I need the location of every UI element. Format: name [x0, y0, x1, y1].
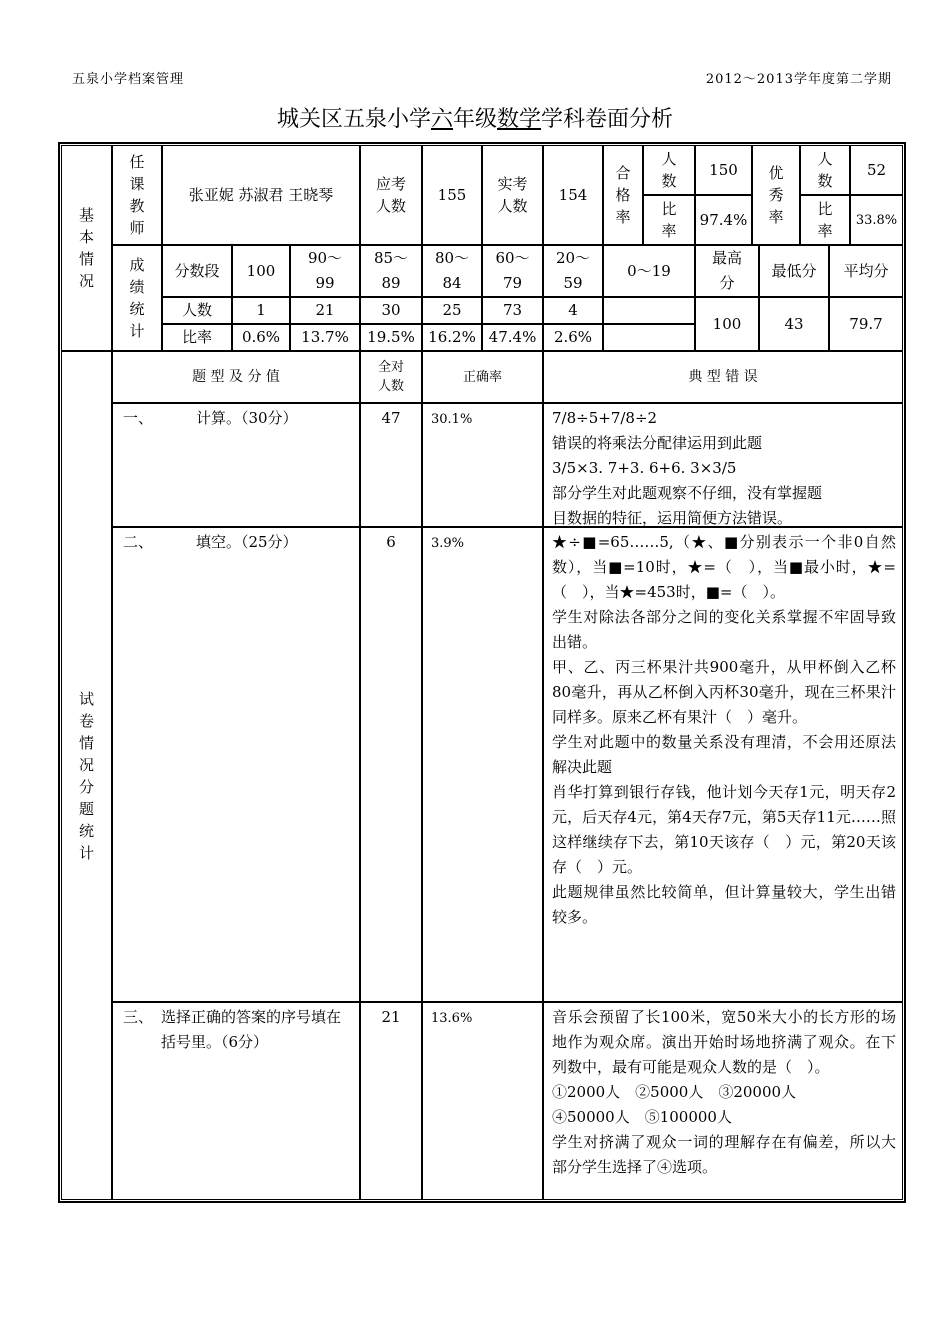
section-analysis-label: 试卷情况分题统计: [61, 351, 112, 1200]
correct-rate-2: 3.9%: [422, 527, 543, 1002]
ratio-cell: 16.2%: [422, 324, 482, 351]
correct-count-2: 6: [360, 527, 422, 1002]
col-type-header: 题 型 及 分 值: [112, 351, 360, 403]
count-cell: 30: [360, 297, 422, 324]
count-cell: 73: [482, 297, 543, 324]
correct-count-1: 47: [360, 403, 422, 527]
avg-score: 79.7: [829, 297, 903, 351]
band-cell: 100: [232, 245, 290, 297]
ratio-cell: 2.6%: [543, 324, 603, 351]
title-subject: 数学: [497, 107, 542, 132]
typical-errors-3: 音乐会预留了长100米，宽50米大小的长方形的场地作为观众席。演出开始时场地挤满了观众。在下列数中，最有可能是观众人数的是（ ）。 ①2000人 ②5000人 ③20000人 ④50000人 ⑤100000人 学生对挤满了观众一词的理解存在有偏差，所以大部分学生选择了④选项。: [543, 1002, 903, 1200]
col-correct-header: 全对人数: [360, 351, 422, 403]
ratio-cell: 19.5%: [360, 324, 422, 351]
band-cell: 80～84: [422, 245, 482, 297]
typical-errors-1: 7/8÷5+7/8÷2 错误的将乘法分配律运用到此题 3/5×3. 7+3. 6+6. 3×3/5 部分学生对此题观察不仔细，没有掌握题 目数据的特征，运用简便方法错误。: [543, 403, 903, 527]
pass-ratio-label: 比率: [643, 195, 695, 245]
excellent-count: 52: [850, 145, 903, 195]
excellent-ratio: 33.8%: [850, 195, 903, 245]
excellent-count-label: 人数: [800, 145, 850, 195]
actual-label: 实考人数: [482, 145, 543, 245]
expected-value: 155: [422, 145, 482, 245]
header-term-label: 2012～2013学年度第二学期: [705, 72, 892, 87]
band-cell: 20～59: [543, 245, 603, 297]
min-score: 43: [759, 297, 829, 351]
ratio-cell: 0.6%: [232, 324, 290, 351]
pass-label: 合格率: [603, 145, 643, 245]
count-cell: 21: [290, 297, 360, 324]
question-type-3: 三、 选择正确的答案的序号填在括号里。（6分）: [112, 1002, 360, 1200]
section-basic-label: 基本情况: [61, 145, 112, 351]
max-score: 100: [695, 297, 759, 351]
correct-rate-3: 13.6%: [422, 1002, 543, 1200]
max-label: 最高分: [695, 245, 759, 297]
band-cell: 60～79: [482, 245, 543, 297]
analysis-table: [58, 142, 906, 1203]
pass-ratio: 97.4%: [695, 195, 752, 245]
count-cell: [603, 297, 695, 324]
band-cell: 85～89: [360, 245, 422, 297]
pass-count: 150: [695, 145, 752, 195]
ratio-label: 比率: [162, 324, 232, 351]
col-rate-header: 正确率: [422, 351, 543, 403]
excellent-label: 优秀率: [752, 145, 800, 245]
actual-value: 154: [543, 145, 603, 245]
col-errors-header: 典 型 错 误: [543, 351, 903, 403]
ratio-cell: 13.7%: [290, 324, 360, 351]
pass-count-label: 人数: [643, 145, 695, 195]
min-label: 最低分: [759, 245, 829, 297]
ratio-cell: 47.4%: [482, 324, 543, 351]
count-label: 人数: [162, 297, 232, 324]
correct-count-3: 21: [360, 1002, 422, 1200]
header-archive-label: 五泉小学档案管理: [72, 72, 185, 87]
band-cell: 90～99: [290, 245, 360, 297]
avg-label: 平均分: [829, 245, 903, 297]
band-label: 分数段: [162, 245, 232, 297]
count-cell: 25: [422, 297, 482, 324]
correct-rate-1: 30.1%: [422, 403, 543, 527]
count-cell: 4: [543, 297, 603, 324]
typical-errors-2: ★÷■=65……5,（★、■分别表示一个非0自然数），当■=10时，★=（ ），当■最小时，★=（ ），当★=453时，■=（ ）。 学生对除法各部分之间的变化关系掌握不牢固导致出错。 甲、乙、丙三杯果汁共900毫升，从甲杯倒入乙杯80毫升，再从乙杯倒入丙杯30毫升，现在三杯果汁同样多。原来乙杯有果汁（ ）毫升。 学生对此题中的数量关系没有理清，不会用还原法解决此题 肖华打算到银行存钱，他计划今天存1元，明天存2元，后天存4元，第4天存7元，第5天存11元……照这样继续存下去，第10天该存（ ）元，第20天该存（ ）元。 此题规律虽然比较简单，但计算量较大，学生出错较多。: [543, 527, 903, 1002]
question-type-2: 二、 填空。（25分）: [112, 527, 360, 1002]
band-cell: 0～19: [603, 245, 695, 297]
teacher-label: 任课教师: [112, 145, 162, 245]
excellent-ratio-label: 比率: [800, 195, 850, 245]
scores-label: 成绩统计: [112, 245, 162, 351]
count-cell: 1: [232, 297, 290, 324]
teacher-names: 张亚妮 苏淑君 王晓琴: [162, 145, 360, 245]
ratio-cell: [603, 324, 695, 351]
page-title: 城关区五泉小学六年级数学学科卷面分析: [276, 107, 674, 132]
question-type-1: 一、 计算。（30分）: [112, 403, 360, 527]
title-grade: 六: [430, 107, 453, 132]
expected-label: 应考人数: [360, 145, 422, 245]
